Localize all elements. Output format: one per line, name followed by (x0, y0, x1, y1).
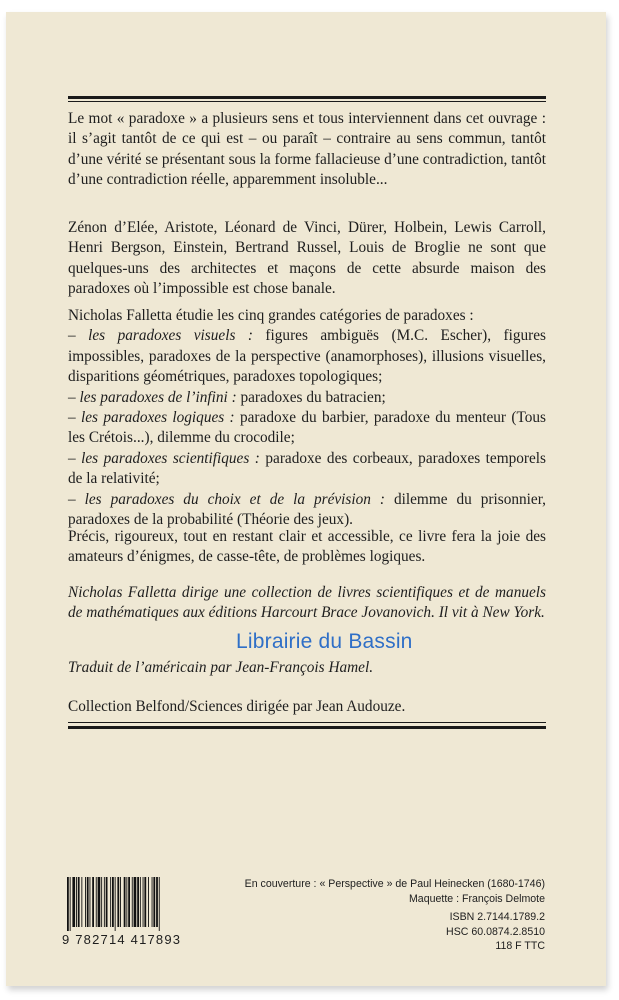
collection-credit: Collection Belfond/Sciences dirigée par Jean Audouze. (68, 698, 406, 715)
categories-intro: Nicholas Falletta étudie les cinq grandes catégories de paradoxes : (68, 307, 474, 324)
hsc-number: HSC 60.0874.2.8510 (446, 925, 545, 938)
barcode-bar (85, 877, 86, 927)
barcode-bar (153, 877, 155, 927)
barcode-bar (117, 877, 119, 927)
barcode-bar (144, 877, 146, 927)
category-visual: – les paradoxes visuels : figures ambiguës (M.C. Escher), figures impossibles, paradoxes de la perspective (anamorphoses), illusions visuelles, disparitions géométriques, paradoxes topologiques; (68, 327, 546, 386)
barcode-bar (72, 877, 75, 927)
barcode-bar (128, 877, 130, 927)
barcode-number: 9 782714 417893 (62, 932, 182, 947)
bottom-rule-thin (68, 722, 546, 723)
price: 118 F TTC (495, 940, 545, 953)
category-logical: – les paradoxes logiques : paradoxe du barbier, paradoxe du menteur (Tous les Crétois...), dilemme du crocodile; (68, 409, 546, 447)
top-rule-thick (68, 96, 546, 99)
barcode-bar (78, 877, 80, 927)
barcode-bar (96, 877, 97, 927)
barcode-bar (81, 877, 82, 927)
barcode-bar (104, 877, 105, 927)
category-choice: – les paradoxes du choix et de la prévision : dilemme du prisonnier, paradoxes de la probabilité (Théorie des jeux). (68, 490, 547, 529)
isbn-barcode (66, 877, 192, 931)
barcode-bar (90, 877, 91, 927)
barcode-bar (67, 877, 69, 931)
top-rule-thin (68, 101, 546, 102)
barcode-bar (143, 877, 144, 927)
translator-credit: Traduit de l’américain par Jean-François Hamel. (68, 659, 374, 676)
barcode-bar (76, 877, 77, 927)
summary-paragraph: Précis, rigoureux, tout en restant clair et accessible, ce livre fera la joie des amateurs d’énigmes, de casse-tête, de problèmes logiques. (68, 528, 546, 566)
barcode-bar (115, 877, 116, 931)
barcode-bar (159, 877, 160, 931)
barcode-bar (101, 877, 102, 927)
authors-paragraph: Zénon d’Elée, Aristote, Léonard de Vinci, Dürer, Holbein, Lewis Carroll, Henri Bergson, Einstein, Bertrand Russel, Louis de Broglie ne sont que quelques-uns des architectes et maçons de cette absurde maison des paradoxes où l’impossible est chose banale. (68, 219, 546, 298)
barcode-bar (156, 877, 158, 927)
barcode-bar (112, 877, 114, 927)
barcode-bar (70, 877, 71, 931)
barcode-bar (126, 877, 127, 927)
category-infinity: – les paradoxes de l’infini : paradoxes du batracien; (68, 388, 386, 406)
intro-paragraph: Le mot « paradoxe » a plusieurs sens et tous interviennent dans cet ouvrage : il s’agit tantôt de ce qui est – ou paraît – contraire au sens commun, tantôt d’une vérité se présentant sous la forme fallacieuse d’une contradiction, tantôt d’une contradiction réelle, apparemment insoluble... (68, 110, 546, 189)
barcode-bar (124, 877, 126, 927)
bottom-rule-thick (68, 726, 546, 729)
barcode-bar (98, 877, 101, 927)
barcode-bar (148, 877, 149, 927)
categories-section (68, 306, 546, 530)
barcode-bar (134, 877, 137, 927)
layout-credit: Maquette : François Delmote (408, 892, 545, 905)
barcode-bar (152, 877, 153, 927)
isbn-number: ISBN 2.7144.1789.2 (449, 911, 545, 924)
barcode-bar (87, 877, 89, 927)
credits-block (245, 877, 545, 954)
barcode-bar (140, 877, 141, 927)
barcode-bar (120, 877, 121, 927)
cover-credit: En couverture : « Perspective » de Paul Heinecken (1680-1746) (244, 878, 545, 890)
barcode-bar (110, 877, 111, 927)
barcode-bar (106, 877, 108, 927)
seller-watermark: Librairie du Bassin (236, 630, 413, 653)
barcode-bar (137, 877, 139, 927)
barcode-bar (132, 877, 133, 927)
category-scientific: – les paradoxes scientifiques : paradoxe des corbeaux, paradoxes temporels de la relativité; (68, 449, 546, 488)
barcode-bar (92, 877, 94, 927)
author-note: Nicholas Falletta dirige une collection de livres scientifiques et de manuels de mathématiques aux éditions Harcourt Brace Jovanovich. Il vit à New York. (68, 584, 546, 622)
